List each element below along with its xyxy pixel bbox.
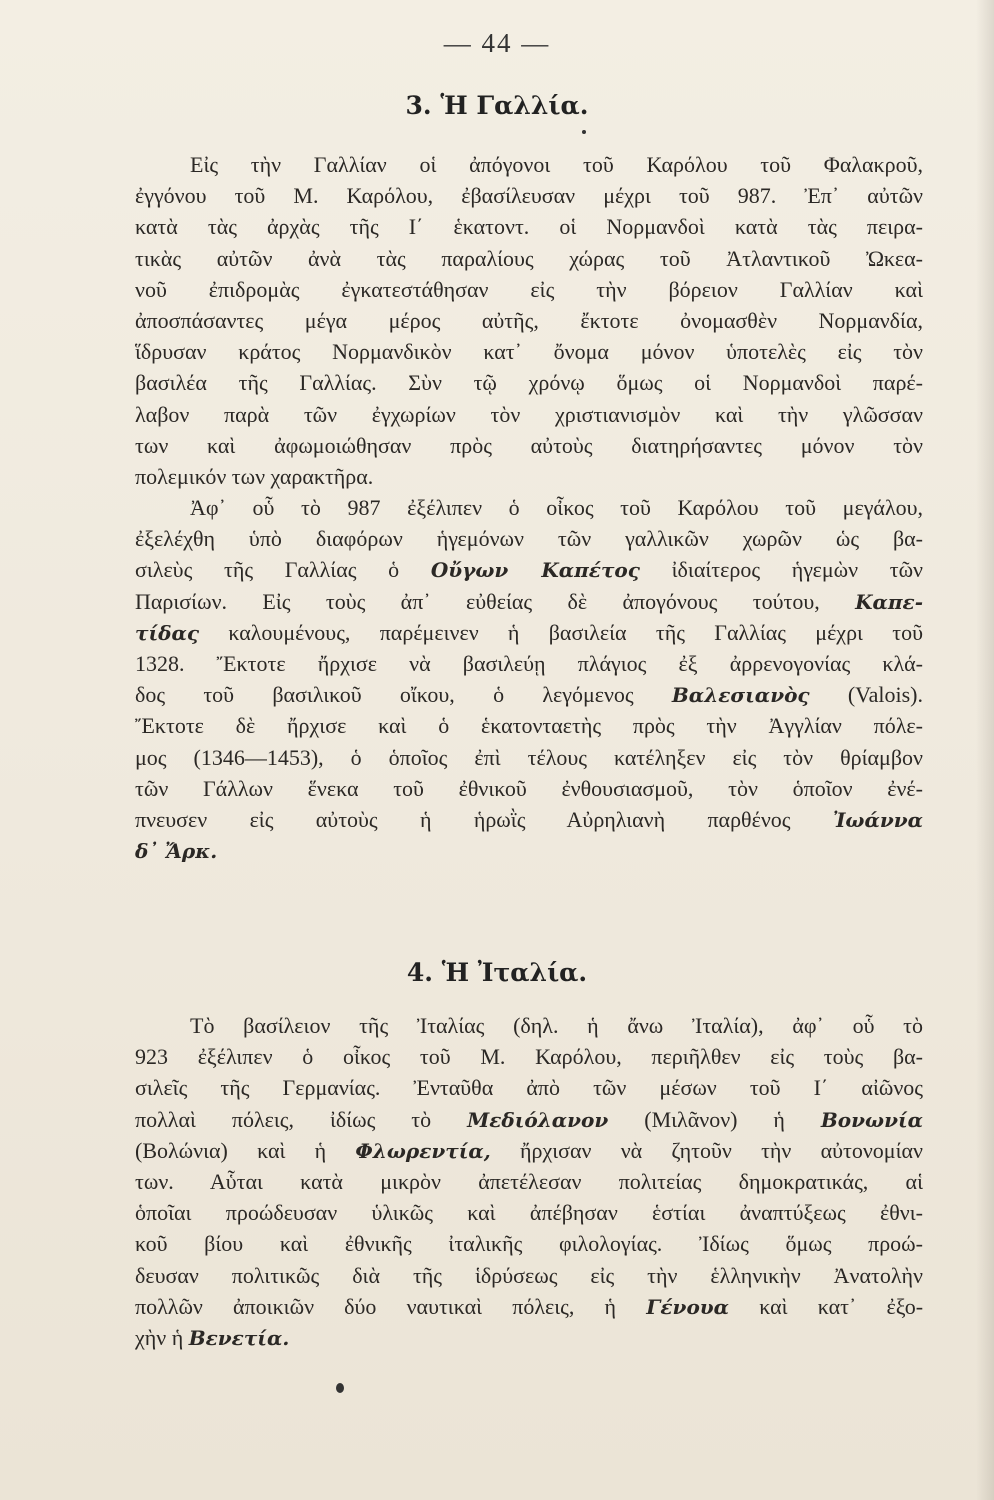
text-line [135,586,923,617]
text-run: καὶ κατ᾽ ἐξο- [759,1293,924,1319]
text-line: Εἰς τὴν Γαλλίαν οἱ ἀπόγονοι τοῦ Καρόλου τοῦ Φαλακροῦ, [190,152,923,177]
text-run: (Βολώνια) καὶ ἡ [135,1137,327,1163]
text-line [135,835,923,866]
text-line: κοῦ βίου καὶ ἐθνικῆς ἰταλικῆς φιλολογίας. Ἰδίως ὅμως προώ- [135,1231,923,1257]
text-line [135,1104,923,1135]
text-line: τικὰς αὐτῶν ἀνὰ τὰς παραλίους χώρας τοῦ Ἀτλαντικοῦ Ὠκεα- [135,245,923,271]
text-line: Τὸ βασίλειον τῆς Ἰταλίας (δηλ. ἡ ἄνω Ἰταλία), ἀφ᾽ οὗ τὸ [190,1013,923,1038]
text-line: των καὶ ἀφωμοιώθησαν πρὸς αὐτοὺς διατηρήσαντες μόνον τὸν [135,432,923,458]
text-line: βασιλέα τῆς Γαλλίας. Σὺν τῷ χρόνῳ ὅμως οἱ Νορμανδοὶ παρέ- [135,370,923,396]
ink-blot [336,1383,344,1393]
text-line: Ἔκτοτε δὲ ἤρχισε καὶ ὁ ἑκατονταετὴς πρὸς τὴν Ἀγγλίαν πόλε- [135,713,923,739]
emphasis-name: Φλωρεντία, [355,1138,491,1163]
text-line [135,554,923,585]
section-heading-italy: 4. Ἡ Ἰταλία. [406,958,588,987]
text-line: 923 ἐξέλιπεν ὁ οἶκος τοῦ Μ. Καρόλου, περιῆλθεν εἰς τοὺς βα- [135,1044,923,1070]
text-line: 1328. Ἔκτοτε ἤρχισε νὰ βασιλεύῃ πλάγιος ἐξ ἀρρενογονίας κλά- [135,651,923,676]
text-line: ἀποσπάσαντες μέγα μέρος αὐτῆς, ἔκτοτε ὀνομασθὲν Νορμανδία, [135,307,923,333]
text-line [135,617,923,648]
text-line: τῶν Γάλλων ἕνεκα τοῦ ἐθνικοῦ ἐνθουσιασμοῦ, τὸν ὁποῖον ἐνέ- [135,775,923,801]
section-body-france [135,149,923,866]
emphasis-name: Βαλεσιανὸς [671,683,810,708]
text-run: Παρισίων. Εἰς τοὺς ἀπ᾽ εὐθείας δὲ ἀπογόνους τούτου, [135,588,820,614]
text-line: λαβον παρὰ τῶν ἐγχωρίων τὸν χριστιανισμὸν καὶ τὴν γλῶσσαν [135,401,923,427]
section-body-italy [135,1010,923,1353]
emphasis-name: Μεδιόλανον [467,1107,609,1132]
text-line: νοῦ ἐπιδρομὰς ἐγκατεστάθησαν εἰς τὴν βόρειον Γαλλίαν καὶ [135,276,923,302]
section-heading-france: 3. Ἡ Γαλλία. [405,91,589,120]
text-line: δευσαν πολιτικῶς διὰ τῆς ἱδρύσεως εἰς τὴν ἑλληνικὴν Ἀνατολὴν [135,1262,923,1288]
text-run: πολλῶν ἀποικιῶν δύο ναυτικαὶ πόλεις, ἡ [135,1293,617,1319]
text-line: ἐξελέχθη ὑπὸ διαφόρων ἡγεμόνων τῶν γαλλικῶν χωρῶν ὡς βα- [135,526,923,552]
page-number: — 44 — [443,28,551,58]
text-run: ἰδιαίτερος ἡγεμὼν τῶν [671,557,924,583]
text-run: πνευσεν εἰς αὐτοὺς ἡ ἡρωῒς Αὐρηλιανὴ παρθένος [135,806,791,832]
text-run: χὴν ἡ [135,1324,184,1350]
text-run: καλουμένους, παρέμεινεν ἡ βασιλεία τῆς Γαλλίας μέχρι τοῦ [228,619,923,645]
text-line: μος (1346—1453), ὁ ὁποῖος ἐπὶ τέλους κατέληξεν εἰς τὸν θρίαμβον [135,744,923,770]
text-run: σιλεὺς τῆς Γαλλίας ὁ [135,557,400,583]
text-line: σιλεῖς τῆς Γερμανίας. Ἐνταῦθα ἀπὸ τῶν μέσων τοῦ Ι΄ αἰῶνος [135,1075,923,1101]
emphasis-name: τίδας [135,620,200,645]
text-line: ὁποῖαι προώδευσαν ὑλικῶς καὶ ἀπέβησαν ἑστίαι ἀναπτύξεως ἐθνι- [135,1200,923,1226]
page-edge-shadow [976,0,994,1500]
text-run: (Μιλᾶνον) ἡ [644,1106,785,1132]
text-line: ἐγγόνου τοῦ Μ. Καρόλου, ἐβασίλευσαν μέχρι τοῦ 987. Ἐπ᾽ αὐτῶν [135,183,923,209]
text-line: Ἀφ᾽ οὗ τὸ 987 ἐξέλιπεν ὁ οἶκος τοῦ Καρόλου τοῦ μεγάλου, [190,495,923,521]
emphasis-name: Βενετία. [188,1325,290,1350]
emphasis-name: Βονωνία [820,1107,924,1132]
text-line: ἵδρυσαν κράτος Νορμανδικὸν κατ᾽ ὄνομα μόνον ὑποτελὲς εἰς τὸν [135,339,923,365]
text-run: πολλαὶ πόλεις, ἰδίως τὸ [135,1106,432,1132]
text-line: των. Αὗται κατὰ μικρὸν ἀπετέλεσαν πολιτείας δημοκρατικάς, αἱ [135,1168,923,1194]
emphasis-name: Καπε- [855,589,923,614]
emphasis-name: δ᾽ Ἄρκ. [135,839,218,864]
emphasis-name: Γένουα [646,1294,730,1319]
text-line [135,1291,923,1322]
text-run: ἤρχισαν νὰ ζητοῦν τὴν αὐτονομίαν [519,1137,923,1163]
text-run: (Valois). [847,682,924,708]
text-line [135,679,923,710]
text-line: πολεμικόν των χαρακτῆρα. [135,463,374,489]
text-run: δος τοῦ βασιλικοῦ οἴκου, ὁ λεγόμενος [135,682,634,708]
ink-dot [582,130,586,134]
text-line [135,1322,923,1353]
emphasis-name: Ἰωάννα [832,807,923,832]
emphasis-name: Οὔγων Καπέτος [430,558,640,583]
text-line [135,804,923,835]
text-line: κατὰ τὰς ἀρχὰς τῆς Ι΄ ἑκατοντ. οἱ Νορμανδοὶ κατὰ τὰς πειρα- [135,214,923,240]
text-line [135,1135,923,1166]
